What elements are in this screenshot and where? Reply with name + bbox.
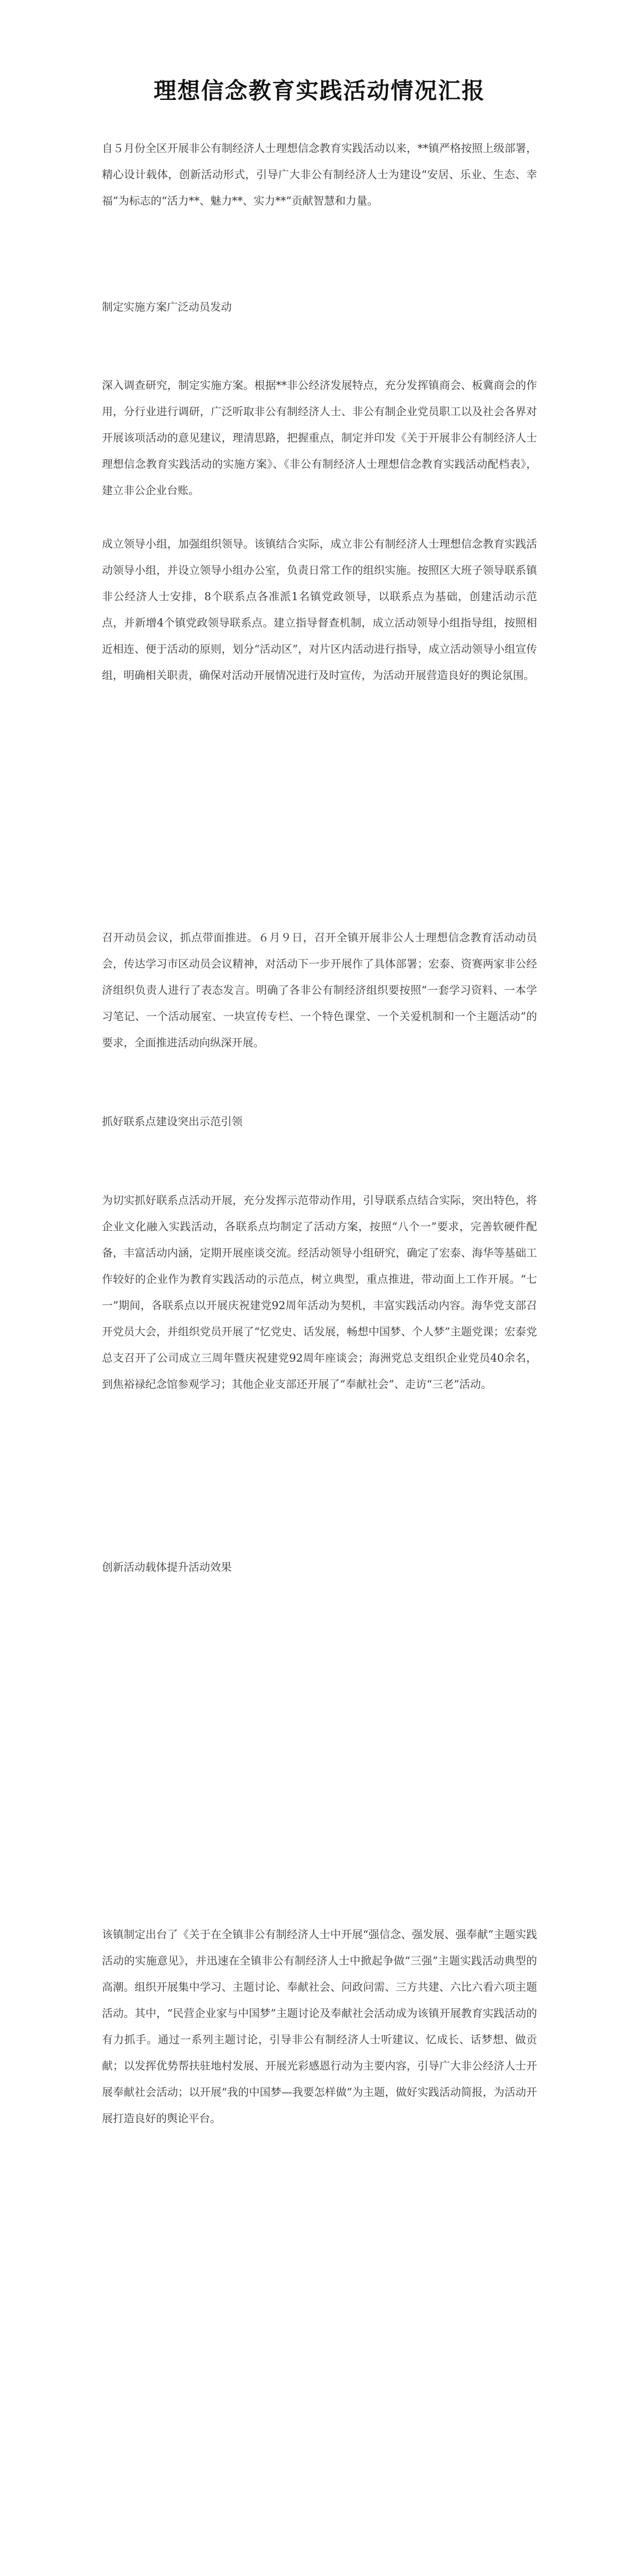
paragraph-innovation: 该镇制定出台了《关于在全镇非公有制经济人士中开展“强信念、强发展、强奉献”主题实践活动的实施意见》，并迅速在全镇非公有制经济人士中掀起争做“三强”主题实践活动典型的高潮。组织开展集中学习、主题讨论、奉献社会、问政问需、三方共建、六比六看六项主题活动。其中，“民营企业家与中国梦”主题讨论及奉献社会活动成为该镇开展教育实践活动的有力抓手。通过一系列主题讨论，引导非公有制经济人士听建议、忆成长、话梦想、做贡献；以发挥优势帮扶驻地村发展、开展光彩感恩行动为主要内容，引导广大非公经济人士开展奉献社会活动；以开展“我的中国梦—我要怎样做”为主题，做好实践活动简报，为活动开展打造良好的舆论平台。 [102, 1928, 537, 2125]
section-heading-3: 创新活动载体提升活动效果 [102, 1561, 232, 1573]
paragraph-contact-points: 为切实抓好联系点活动开展，充分发挥示范带动作用，引导联系点结合实际，突出特色，将企业文化融入实践活动，各联系点均制定了活动方案，按照“八个一”要求，完善软硬件配备，丰富活动内涵，定期开展座谈交流。经活动领导小组研究，确定了宏泰、海华等基础工作较好的企业作为教育实践活动的示范点，树立典型，重点推进，带动面上工作开展。“七一”期间，各联系点以开展庆祝建党92周年活动为契机，丰富实践活动内容。海华党支部召开党员大会，并组织党员开展了“忆党史、话发展，畅想中国梦、个人梦”主题党课；宏泰党总支召开了公司成立三周年暨庆祝建党92周年座谈会；海洲党总支组织企业党员40余名，到焦裕禄纪念馆参观学习；其他企业支部还开展了“奉献社会”、走访“三老”活动。 [102, 1194, 537, 1391]
paragraph-leadership: 成立领导小组，加强组织领导。该镇结合实际，成立非公有制经济人士理想信念教育实践活动领导小组，并设立领导小组办公室，负责日常工作的组织实施。按照区大班子领导联系镇非公经济人士安排，8个联系点各准派1名镇党政领导，以联系点为基础，创建活动示范点，并新增4个镇党政领导联系点。建立指导督查机制，成立活动领导小组指导组，按照相近相连、便于活动的原则，划分“活动区”，对片区内活动进行指导，成立活动领导小组宣传组，明确相关职责，确保对活动开展情况进行及时宣传，为活动开展营造良好的舆论氛围。 [102, 538, 537, 682]
paragraph-survey: 深入调查研究，制定实施方案。根据**非公经济发展特点，充分发挥镇商会、板冀商会的作用，分行业进行调研，广泛听取非公有制经济人士、非公有制企业党员职工以及社会各界对开展该项活动的意见建议，理清思路，把握重点，制定并印发《关于开展非公有制经济人士理想信念教育实践活动的实施方案》、《非公有制经济人士理想信念教育实践活动配档表》，建立非公企业台账。 [102, 379, 537, 497]
document-title: 理想信念教育实践活动情况汇报 [153, 78, 486, 104]
paragraph-mobilization: 召开动员会议，抓点带面推进。６月９日，召开全镇开展非公人士理想信念教育活动动员会，传达学习市区动员会议精神，对活动下一步开展作了具体部署；宏泰、资赛两家非公经济组织负责人进行了表态发言。明确了各非公有制经济组织要按照“一套学习资料、一本学习笔记、一个活动展室、一块宣传专栏、一个特色课堂、一个关爱机制和一个主题活动”的要求，全面推进活动向纵深开展。 [102, 931, 537, 1049]
section-heading-2: 抓好联系点建设突出示范引领 [102, 1115, 243, 1128]
section-heading-1: 制定实施方案广泛动员发动 [102, 301, 232, 313]
paragraph-intro: 自５月份全区开展非公有制经济人士理想信念教育实践活动以来，**镇严格按照上级部署，精心设计载体，创新活动形式，引导广大非公有制经济人士为建设“安居、乐业、生态、幸福”为标志的“活力**、魅力**、实力**”贡献智慧和力量。 [102, 142, 537, 207]
